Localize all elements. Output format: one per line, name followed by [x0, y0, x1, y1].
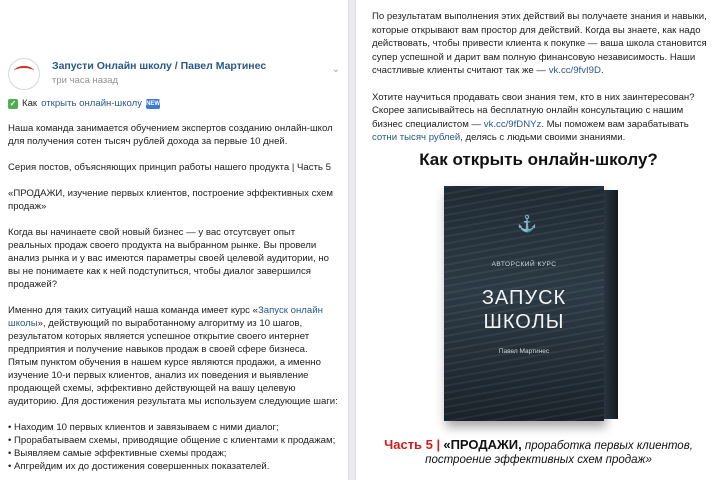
- box-side: [604, 190, 618, 419]
- paragraph-topic: «ПРОДАЖИ, изучение первых клиентов, построение эффективных схем продаж»: [8, 188, 333, 212]
- list-item: • Прорабатываем схемы, приводящие общение с клиентами к продажам;: [8, 435, 336, 446]
- box-author: Павел Мартинес: [498, 348, 550, 355]
- box-subtitle: АВТОРСКИЙ КУРС: [491, 261, 557, 268]
- caption-title: «ПРОДАЖИ,: [443, 437, 522, 452]
- list-item: • Находим 10 первых клиентов и завязываем с ними диалог;: [8, 422, 279, 433]
- image-caption: [356, 438, 720, 467]
- image-headline: Как открыть онлайн-школу?: [419, 150, 658, 169]
- avatar[interactable]: [8, 58, 40, 90]
- check-mark-icon: ✓: [9, 98, 17, 108]
- chevron-down-icon[interactable]: ⌄: [331, 64, 340, 75]
- list-item: • Выявляем самые эффективные схемы продаж;: [8, 448, 227, 459]
- caption-part: Часть 5 |: [384, 437, 441, 452]
- anchor-icon: ⚓: [517, 216, 537, 233]
- title-prefix: Как: [22, 98, 38, 109]
- post-text-continued: [372, 10, 712, 145]
- paragraph-problem: Когда вы начинаете свой новый бизнес — у вас отсутсвует опыт реальных продаж своего продукта на выбранном рынке. Вы провели анализ рынка и у вас имеются параметры своей целевой аудитории, но вы не понимаете как к ней подступиться, чтобы диалог завершился продажей?: [8, 227, 329, 290]
- income-link[interactable]: сотни тысяч рублей: [372, 132, 461, 143]
- logo-swoosh-icon: [14, 66, 34, 77]
- course-link[interactable]: Запуск онлайн школы: [8, 305, 323, 329]
- paragraph-cta: Хотите научиться продавать свои знания тем, кто в них заинтересован? Скорее записывайтесь на бесплатную онлайн консультацию с нашим бизнес специалистом — vk.cc/9fDNYz. Мы поможем вам зарабатывать сотни тысяч рублей, делясь с людьми своими знаниями.: [372, 91, 695, 143]
- paragraph-results: По результатам выполнения этих действий вы получаете знания и навыки, которые открывают вам простор для действий. Когда вы знаете, как надо действовать, чтобы привести клиента к покупке — ваша школа становится супер успешной и дарит вам полную финансовую независимость. Наши счастливые клиенты считают так же — vk.cc/9fvI9D.: [372, 11, 707, 76]
- title-link[interactable]: открыть онлайн-школу: [41, 98, 143, 109]
- reviews-link[interactable]: vk.cc/9fvI9D: [548, 65, 601, 76]
- list-item: • Апгрейдим их до достижения совершенных показателей.: [8, 461, 270, 472]
- paragraph-course: Именно для таких ситуаций наша команда имеет курс «Запуск онлайн школы», действующий по выработанному алгоритму из 10 шагов, результатом которых является успешное открытие своего интернет предприятия и получение навыков продаж в своей сфере бизнеса. Пятым пунктом обучения в нашем курсе являются продажи, а именно изучение 10-и первых клиентов, анализ их поведения и выявление продающей схемы, эффективно действующей на вашу целевую аудиторию. Для достижения результата мы используем следующие шаги:: [8, 305, 338, 407]
- author-link[interactable]: Запусти Онлайн школу / Павел Мартинес: [52, 60, 267, 72]
- post-time[interactable]: три часа назад: [52, 75, 119, 86]
- post-text: [8, 97, 338, 473]
- caption-rest-1: проработка первых клиентов,: [521, 440, 693, 452]
- post-right: [355, 0, 720, 480]
- post-header: [8, 58, 340, 90]
- post-title: [8, 97, 338, 110]
- new-badge-icon: NEW: [146, 100, 161, 107]
- paragraph-intro: Наша команда занимается обучением экспертов созданию онлайн-школ для получения сотен тысяч рублей дохода за первые 10 дней.: [8, 123, 333, 147]
- paragraph-series: Серия постов, объясняющих принцип работы нашего продукта | Часть 5: [8, 162, 331, 173]
- post-left: [0, 0, 349, 480]
- box-title: ЗАПУСК ШКОЛЫ: [481, 287, 567, 333]
- consultation-link[interactable]: vk.cc/9fDNYz: [483, 118, 542, 130]
- course-box-image[interactable]: [444, 186, 614, 421]
- box-front: [444, 186, 604, 421]
- caption-rest-2: построение эффективных схем продаж»: [425, 454, 652, 466]
